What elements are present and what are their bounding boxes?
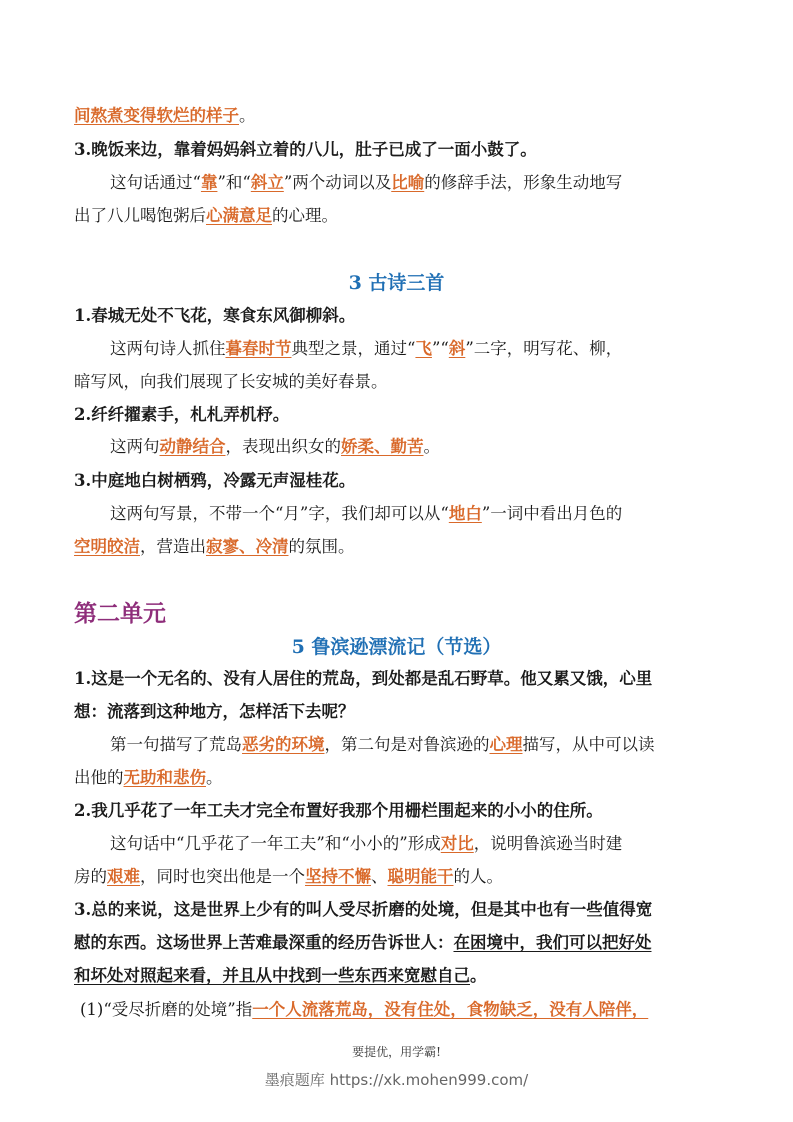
answer-line (110, 337, 721, 361)
highlight-answer: 间熬煮变得软烂的样子 (74, 106, 239, 125)
underlined-text: 和坏处对照起来看，并且从中找到一些东西来宽慰自己 (74, 966, 470, 985)
answer-line (74, 535, 721, 559)
text: 的修辞手法，形象生动地写 (424, 173, 623, 192)
highlight-answer: 心理 (489, 735, 523, 754)
highlight-answer: 寂寥、冷清 (206, 537, 289, 556)
text: 。 (423, 437, 440, 456)
question-1: 1.这是一个无名的、没有人居住的荒岛，到处都是乱石野草。他又累又饿，心里 (74, 669, 653, 688)
text: 慰的东西。这场世界上苦难最深重的经历告诉世人： (74, 933, 454, 952)
footer-slogan: 要提优，用学霸! (352, 1045, 441, 1059)
question-3: 3.总的来说，这是世界上少有的叫人受尽折磨的处境，但是其中也有一些值得宽 (74, 900, 653, 919)
highlight-answer: 一个人流落荒岛，没有住处，食物缺乏，没有人陪伴， (252, 1000, 649, 1019)
text: 的心理。 (272, 206, 338, 225)
text: ”一词中看出月色的 (481, 504, 623, 523)
text: 的人。 (453, 867, 503, 886)
answer-line (74, 865, 721, 889)
highlight-answer: 斜立 (250, 173, 284, 192)
unit-heading: 第二单元 (74, 600, 166, 627)
text: 这句话通过“ (110, 173, 201, 192)
text: 典型之景，通过“ (291, 339, 416, 358)
text: (1)“受尽折磨的处境”指 (80, 1000, 253, 1019)
answer-line (74, 766, 721, 790)
text: ，表现出织女的 (225, 437, 341, 456)
highlight-answer: 娇柔、勤苦 (341, 437, 424, 456)
text: 这两句 (110, 437, 160, 456)
question-1-cont: 想：流落到这种地方，怎样活下去呢？ (74, 702, 355, 721)
text: 出了八儿喝饱粥后 (74, 206, 206, 225)
highlight-answer: 心满意足 (206, 206, 272, 225)
highlight-answer: 暮春时节 (225, 339, 292, 358)
highlight-answer: 无助和悲伤 (123, 768, 206, 787)
text: 的氛围。 (288, 537, 355, 556)
text: 这两句写景，不带一个“月”字，我们却可以从“ (110, 504, 449, 523)
text: 这句话中“几乎花了一年工夫”和“小小的”形成 (110, 834, 441, 853)
text: 。 (470, 966, 487, 985)
sub-question (80, 998, 721, 1022)
text: 这两句诗人抓住 (110, 339, 226, 358)
highlight-answer: 聪明能干 (387, 867, 454, 886)
text: ”和“ (217, 173, 251, 192)
question-3-cont (74, 931, 721, 955)
answer-line: 暗写风，向我们展现了长安城的美好春景。 (74, 372, 388, 391)
text: ”二字，明写花、柳， (465, 339, 623, 358)
question-2: 2.我几乎花了一年工夫才完全布置好我那个用栅栏围起来的小小的住所。 (74, 801, 603, 820)
answer-line (110, 502, 721, 526)
question-3: 3.晚饭来边，靠着妈妈斜立着的八儿，肚子已成了一面小鼓了。 (74, 140, 537, 159)
question-3: 3.中庭地白树栖鸦，冷露无声湿桂花。 (74, 471, 356, 490)
section-title: 3 古诗三首 (348, 272, 445, 294)
question-1: 1.春城无处不飞花，寒食东风御柳斜。 (74, 306, 356, 325)
text: ，第二句是对鲁滨逊的 (324, 735, 490, 754)
question-3-cont (74, 964, 721, 988)
highlight-answer: 恶劣的环境 (242, 735, 325, 754)
highlight-answer: 地白 (448, 504, 482, 523)
text: 出他的 (74, 768, 124, 787)
highlight-answer: 斜 (448, 339, 466, 358)
text: ，营造出 (140, 537, 206, 556)
highlight-answer: 比喻 (391, 173, 425, 192)
underlined-text: 在困境中，我们可以把好处 (453, 933, 652, 952)
highlight-answer: 艰难 (107, 867, 140, 886)
answer-line (110, 733, 721, 757)
question-2: 2.纤纤擢素手，札札弄机杼。 (74, 405, 290, 424)
answer-line (74, 204, 721, 228)
text: ，同时也突出他是一个 (140, 867, 305, 886)
answer-line (110, 171, 721, 195)
text: 、 (371, 867, 388, 886)
highlight-answer: 空明皎洁 (74, 537, 140, 556)
text: ”两个动词以及 (283, 173, 392, 192)
text-line (74, 104, 721, 128)
answer-line (110, 832, 721, 856)
highlight-answer: 飞 (415, 339, 432, 358)
highlight-answer: 对比 (440, 834, 474, 853)
text: 。 (206, 768, 223, 787)
highlight-answer: 靠 (200, 173, 218, 192)
text: 第一句描写了荒岛 (110, 735, 242, 754)
footer-site: 墨痕题库 https://xk.mohen999.com/ (264, 1071, 529, 1089)
highlight-answer: 坚持不懈 (305, 867, 371, 886)
answer-line (110, 435, 721, 459)
text: 描写，从中可以读 (522, 735, 655, 754)
text: 房的 (74, 867, 107, 886)
highlight-answer: 动静结合 (159, 437, 226, 456)
text: ，说明鲁滨逊当时建 (473, 834, 623, 853)
text: ”“ (431, 339, 449, 358)
section-title: 5 鲁滨逊漂流记（节选） (291, 636, 502, 658)
text: 。 (239, 106, 256, 125)
